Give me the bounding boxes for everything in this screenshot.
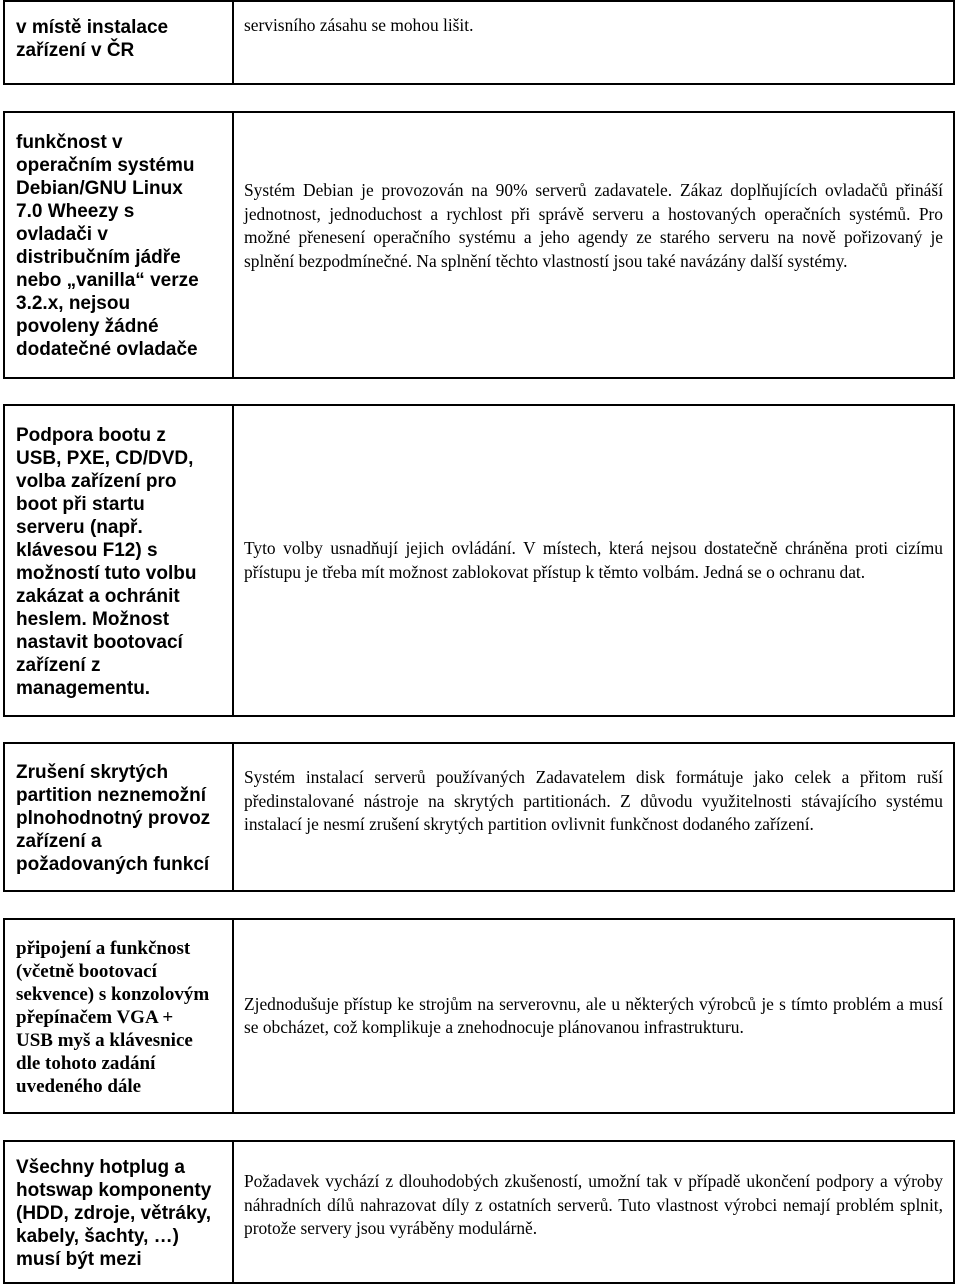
- requirement-text: Všechny hotplug a hotswap komponenty (HDD, zdroje, větráky, kabely, šachty, …) musí být mezi: [16, 1157, 212, 1270]
- description-text: Systém instalací serverů používaných Zadavatelem disk formátuje jako celek a přitom ruší předinstalované nástroje na skrytých partitionách. Z důvodu využitelnosti stávajícího systému instalací je nesmí zrušení skrytých partition ovlivnit funkčnost dodaného zařízení.: [244, 767, 943, 834]
- requirement-text: Zrušení skrytých partition neznemožní plnohodnotný provoz zařízení a požadovaných funkcí: [16, 761, 211, 875]
- description-text: Systém Debian je provozován na 90% serverů zadavatele. Zákaz doplňujících ovladačů přináší jednotnost, jednoduchost a rychlost při správě serveru a hostovaných operačních systémů. Pro možné přenesení operačního systému a jeho agendy ze starého serveru na nově pořizovaný je splnění bezpodmínečné. Na splnění těchto vlastností jsou také navázány další systémy.: [244, 180, 943, 271]
- table-row-installation: [3, 0, 955, 85]
- table-row-hotplug: [3, 1140, 955, 1284]
- table-row-boot: [3, 404, 955, 717]
- description-text: Zjednodušuje přístup ke strojům na serverovnu, ale u některých výrobců je s tímto problém a musí se obcházet, což komplikuje a znehodnocuje plánovanou infrastrukturu.: [244, 993, 943, 1037]
- table-row-debian: [3, 111, 955, 379]
- description-text: Požadavek vychází z dlouhodobých zkušeností, umožní tak v případě ukončení podpory a výroby náhradních dílů nahrazovat díly z ostatních serverů. Tuto vlastnost výrobci nemají problém splnit, protože servery jsou vyráběny modulárně.: [244, 1171, 943, 1238]
- requirement-cell: [5, 113, 234, 377]
- description-cell: [234, 113, 953, 377]
- requirement-cell: [5, 744, 234, 890]
- requirement-text: v místě instalace zařízení v ČR: [16, 17, 169, 61]
- requirement-cell: [5, 920, 234, 1112]
- description-text: servisního zásahu se mohou lišit.: [244, 15, 474, 35]
- requirement-text: připojení a funkčnost (včetně bootovací sekvence) s konzolovým přepínačem VGA + USB myš a klávesnice dle tohoto zadání uvedeného dále: [16, 937, 210, 1097]
- description-cell: [234, 744, 953, 890]
- requirement-cell: [5, 406, 234, 715]
- description-cell: [234, 2, 953, 83]
- requirement-cell: [5, 2, 234, 83]
- table-row-partition: [3, 742, 955, 892]
- description-cell: [234, 920, 953, 1112]
- description-cell: [234, 406, 953, 715]
- table-row-kvm: [3, 918, 955, 1114]
- description-cell: [234, 1142, 953, 1282]
- description-text: Tyto volby usnadňují jejich ovládání. V místech, která nejsou dostatečně chráněna proti cizímu přístupu je třeba mít možnost zablokovat přístup k těmto volbám. Jedná se o ochranu dat.: [244, 538, 943, 582]
- requirement-cell: [5, 1142, 234, 1282]
- requirement-text: Podpora bootu z USB, PXE, CD/DVD, volba zařízení pro boot při startu serveru (např. klávesou F12) s možností tuto volbu zakázat a ochránit heslem. Možnost nastavit bootovací zařízení z managementu.: [16, 424, 197, 699]
- requirement-text: funkčnost v operačním systému Debian/GNU Linux 7.0 Wheezy s ovladači v distribučním jádře nebo „vanilla“ verze 3.2.x, nejsou povoleny žádné dodatečné ovladače: [16, 132, 199, 360]
